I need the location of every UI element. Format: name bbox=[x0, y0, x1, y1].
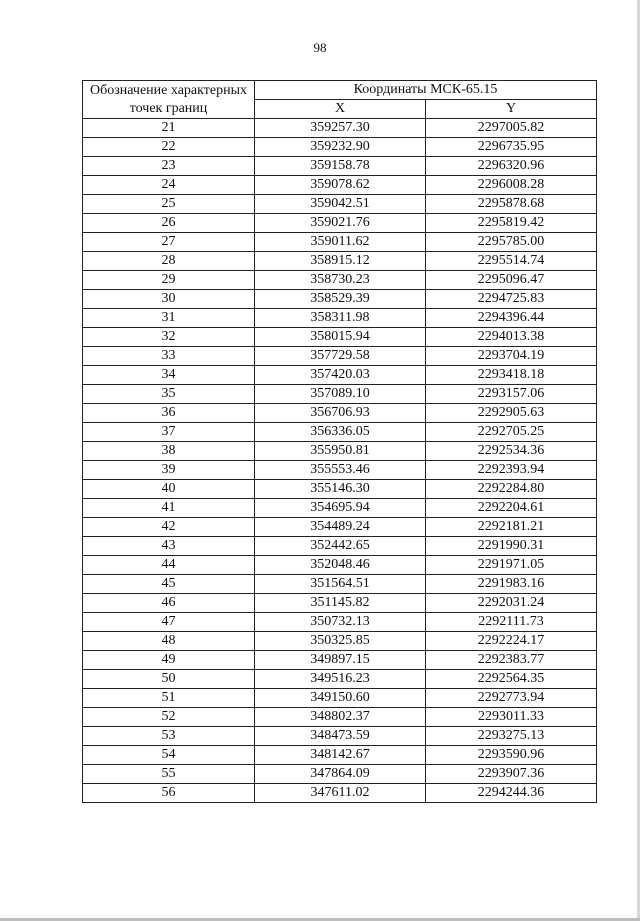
cell-y: 2292181.21 bbox=[426, 518, 597, 537]
table-header bbox=[83, 81, 597, 119]
table-row bbox=[83, 195, 597, 214]
cell-x: 347864.09 bbox=[255, 765, 426, 784]
cell-x: 356336.05 bbox=[255, 423, 426, 442]
cell-x: 359232.90 bbox=[255, 138, 426, 157]
cell-point: 26 bbox=[83, 214, 255, 233]
cell-x: 358730.23 bbox=[255, 271, 426, 290]
cell-x: 357420.03 bbox=[255, 366, 426, 385]
cell-point: 34 bbox=[83, 366, 255, 385]
cell-point: 22 bbox=[83, 138, 255, 157]
cell-point: 39 bbox=[83, 461, 255, 480]
table-row bbox=[83, 727, 597, 746]
cell-point: 33 bbox=[83, 347, 255, 366]
cell-y: 2295514.74 bbox=[426, 252, 597, 271]
cell-point: 47 bbox=[83, 613, 255, 632]
cell-x: 348142.67 bbox=[255, 746, 426, 765]
cell-y: 2293418.18 bbox=[426, 366, 597, 385]
table-row bbox=[83, 461, 597, 480]
cell-x: 359078.62 bbox=[255, 176, 426, 195]
cell-x: 348802.37 bbox=[255, 708, 426, 727]
cell-point: 35 bbox=[83, 385, 255, 404]
cell-point: 54 bbox=[83, 746, 255, 765]
cell-y: 2292705.25 bbox=[426, 423, 597, 442]
cell-point: 24 bbox=[83, 176, 255, 195]
table-row bbox=[83, 366, 597, 385]
cell-y: 2293275.13 bbox=[426, 727, 597, 746]
cell-point: 55 bbox=[83, 765, 255, 784]
table-row bbox=[83, 632, 597, 651]
table-row bbox=[83, 689, 597, 708]
table-row bbox=[83, 138, 597, 157]
header-x: X bbox=[255, 100, 426, 119]
cell-point: 37 bbox=[83, 423, 255, 442]
cell-point: 40 bbox=[83, 480, 255, 499]
cell-y: 2295785.00 bbox=[426, 233, 597, 252]
cell-x: 355146.30 bbox=[255, 480, 426, 499]
table-row bbox=[83, 651, 597, 670]
cell-x: 350732.13 bbox=[255, 613, 426, 632]
cell-y: 2291990.31 bbox=[426, 537, 597, 556]
cell-x: 349150.60 bbox=[255, 689, 426, 708]
cell-x: 358529.39 bbox=[255, 290, 426, 309]
cell-y: 2296735.95 bbox=[426, 138, 597, 157]
cell-x: 355553.46 bbox=[255, 461, 426, 480]
cell-x: 351145.82 bbox=[255, 594, 426, 613]
cell-y: 2293011.33 bbox=[426, 708, 597, 727]
header-points: Обозначение характерных точек границ bbox=[83, 81, 255, 119]
table-row bbox=[83, 157, 597, 176]
table-body bbox=[83, 119, 597, 803]
cell-y: 2292564.35 bbox=[426, 670, 597, 689]
cell-x: 354489.24 bbox=[255, 518, 426, 537]
header-coordinates: Координаты МСК-65.15 bbox=[255, 81, 597, 100]
table-row bbox=[83, 746, 597, 765]
cell-y: 2296320.96 bbox=[426, 157, 597, 176]
table-row bbox=[83, 347, 597, 366]
cell-x: 359257.30 bbox=[255, 119, 426, 138]
cell-point: 44 bbox=[83, 556, 255, 575]
cell-y: 2295878.68 bbox=[426, 195, 597, 214]
cell-point: 46 bbox=[83, 594, 255, 613]
coordinates-table bbox=[82, 80, 597, 803]
table-row bbox=[83, 480, 597, 499]
cell-point: 30 bbox=[83, 290, 255, 309]
cell-y: 2291971.05 bbox=[426, 556, 597, 575]
cell-y: 2292905.63 bbox=[426, 404, 597, 423]
cell-point: 48 bbox=[83, 632, 255, 651]
cell-y: 2292393.94 bbox=[426, 461, 597, 480]
table-row bbox=[83, 119, 597, 138]
table-row bbox=[83, 271, 597, 290]
table-row bbox=[83, 385, 597, 404]
cell-point: 31 bbox=[83, 309, 255, 328]
table-row bbox=[83, 784, 597, 803]
cell-y: 2297005.82 bbox=[426, 119, 597, 138]
cell-y: 2292224.17 bbox=[426, 632, 597, 651]
cell-point: 51 bbox=[83, 689, 255, 708]
table-row bbox=[83, 765, 597, 784]
cell-x: 359042.51 bbox=[255, 195, 426, 214]
page-number: 98 bbox=[313, 40, 327, 55]
cell-point: 28 bbox=[83, 252, 255, 271]
cell-y: 2294244.36 bbox=[426, 784, 597, 803]
table-row bbox=[83, 404, 597, 423]
cell-y: 2293157.06 bbox=[426, 385, 597, 404]
cell-y: 2293704.19 bbox=[426, 347, 597, 366]
cell-point: 41 bbox=[83, 499, 255, 518]
table-row bbox=[83, 214, 597, 233]
cell-x: 355950.81 bbox=[255, 442, 426, 461]
cell-point: 56 bbox=[83, 784, 255, 803]
cell-x: 348473.59 bbox=[255, 727, 426, 746]
cell-x: 356706.93 bbox=[255, 404, 426, 423]
cell-x: 357729.58 bbox=[255, 347, 426, 366]
cell-x: 358311.98 bbox=[255, 309, 426, 328]
cell-y: 2291983.16 bbox=[426, 575, 597, 594]
cell-x: 359021.76 bbox=[255, 214, 426, 233]
cell-point: 32 bbox=[83, 328, 255, 347]
table-row bbox=[83, 290, 597, 309]
cell-y: 2295096.47 bbox=[426, 271, 597, 290]
cell-x: 350325.85 bbox=[255, 632, 426, 651]
table-row bbox=[83, 594, 597, 613]
table-row bbox=[83, 613, 597, 632]
cell-y: 2292284.80 bbox=[426, 480, 597, 499]
cell-x: 357089.10 bbox=[255, 385, 426, 404]
table-row bbox=[83, 499, 597, 518]
cell-point: 25 bbox=[83, 195, 255, 214]
cell-x: 359011.62 bbox=[255, 233, 426, 252]
cell-y: 2292031.24 bbox=[426, 594, 597, 613]
table-row bbox=[83, 442, 597, 461]
cell-point: 43 bbox=[83, 537, 255, 556]
cell-x: 358915.12 bbox=[255, 252, 426, 271]
cell-point: 27 bbox=[83, 233, 255, 252]
table-row bbox=[83, 309, 597, 328]
table-row bbox=[83, 670, 597, 689]
cell-point: 29 bbox=[83, 271, 255, 290]
cell-point: 52 bbox=[83, 708, 255, 727]
cell-x: 349516.23 bbox=[255, 670, 426, 689]
cell-x: 349897.15 bbox=[255, 651, 426, 670]
cell-x: 351564.51 bbox=[255, 575, 426, 594]
table-row bbox=[83, 252, 597, 271]
cell-x: 352442.65 bbox=[255, 537, 426, 556]
cell-point: 50 bbox=[83, 670, 255, 689]
cell-y: 2292204.61 bbox=[426, 499, 597, 518]
cell-point: 38 bbox=[83, 442, 255, 461]
cell-x: 347611.02 bbox=[255, 784, 426, 803]
table-row bbox=[83, 233, 597, 252]
table-row bbox=[83, 575, 597, 594]
cell-y: 2294013.38 bbox=[426, 328, 597, 347]
cell-y: 2292773.94 bbox=[426, 689, 597, 708]
table-row bbox=[83, 328, 597, 347]
cell-y: 2292534.36 bbox=[426, 442, 597, 461]
cell-y: 2295819.42 bbox=[426, 214, 597, 233]
table-row bbox=[83, 423, 597, 442]
cell-point: 45 bbox=[83, 575, 255, 594]
cell-x: 354695.94 bbox=[255, 499, 426, 518]
table-row bbox=[83, 518, 597, 537]
cell-x: 352048.46 bbox=[255, 556, 426, 575]
cell-x: 358015.94 bbox=[255, 328, 426, 347]
table-row bbox=[83, 537, 597, 556]
cell-y: 2293907.36 bbox=[426, 765, 597, 784]
header-y: Y bbox=[426, 100, 597, 119]
cell-point: 23 bbox=[83, 157, 255, 176]
cell-x: 359158.78 bbox=[255, 157, 426, 176]
table-row bbox=[83, 176, 597, 195]
cell-y: 2294725.83 bbox=[426, 290, 597, 309]
cell-y: 2293590.96 bbox=[426, 746, 597, 765]
cell-y: 2294396.44 bbox=[426, 309, 597, 328]
cell-y: 2296008.28 bbox=[426, 176, 597, 195]
cell-point: 53 bbox=[83, 727, 255, 746]
cell-point: 49 bbox=[83, 651, 255, 670]
table-row bbox=[83, 708, 597, 727]
cell-point: 21 bbox=[83, 119, 255, 138]
cell-y: 2292111.73 bbox=[426, 613, 597, 632]
cell-y: 2292383.77 bbox=[426, 651, 597, 670]
table-row bbox=[83, 556, 597, 575]
cell-point: 42 bbox=[83, 518, 255, 537]
cell-point: 36 bbox=[83, 404, 255, 423]
